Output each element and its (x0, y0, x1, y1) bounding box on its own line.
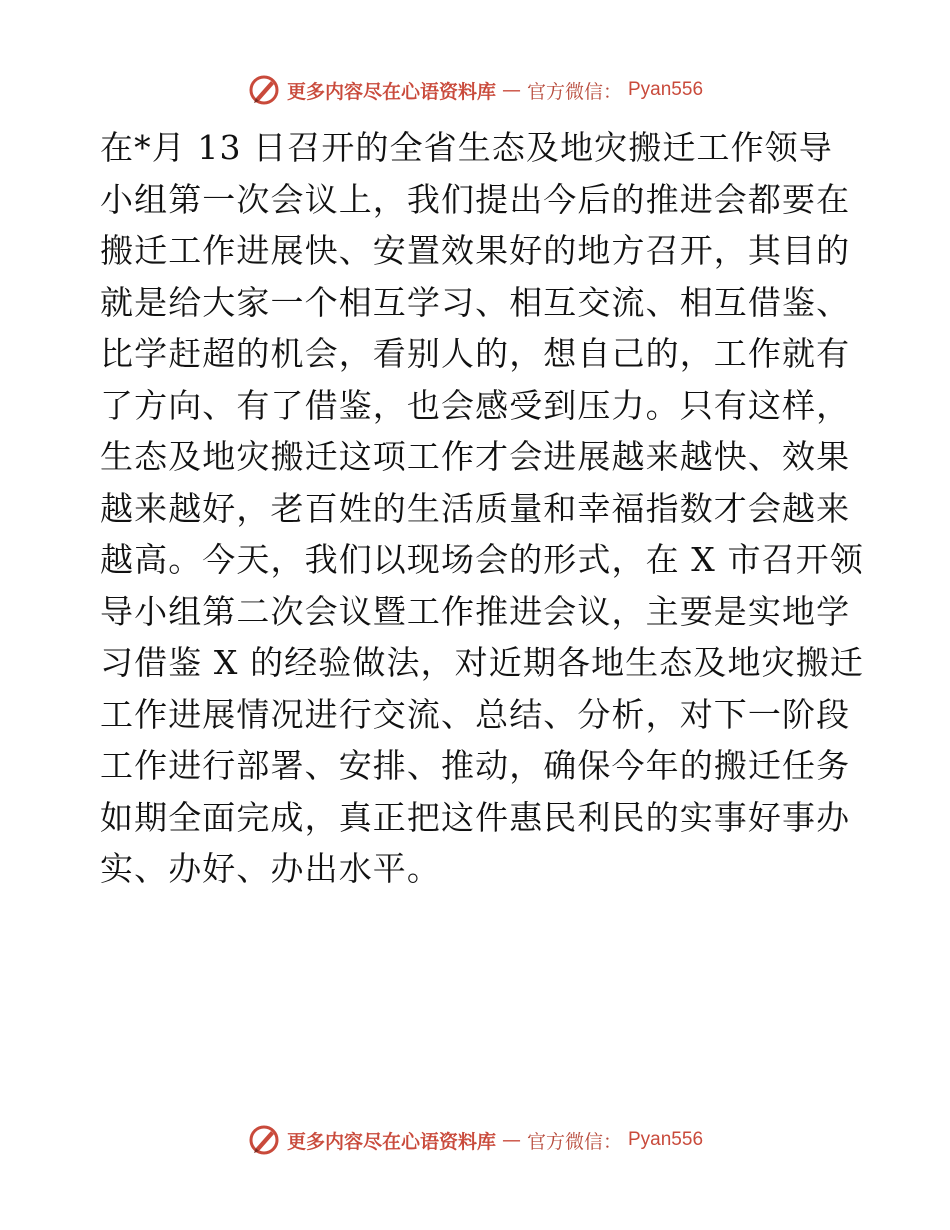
body-line: 如期全面完成，真正把这件惠民利民的实事好事办 (100, 797, 851, 837)
footer-official-label: 官方微信： (526, 1130, 622, 1153)
body-line: 就是给大家一个相互学习、相互交流、相互借鉴、 (100, 282, 851, 322)
body-line: 工作进行部署、安排、推动，确保今年的搬迁任务 (100, 746, 851, 785)
body-line: 比学赶超的机会，看别人的，想自己的，工作就有 (100, 334, 851, 373)
body-line: 了方向、有了借鉴，也会感受到压力。只有这样， (100, 385, 851, 425)
pen-logo-icon (247, 1123, 281, 1157)
body-line: 小组第一次会议上，我们提出今后的推进会都要在 (100, 179, 851, 219)
document-body (100, 122, 864, 895)
body-line: 越高。今天，我们以现场会的形式，在 X 市召开领 (100, 540, 864, 579)
header-wechat-id: Pyan556 (628, 79, 704, 100)
body-line: 导小组第二次会议暨工作推进会议，主要是实地学 (100, 591, 851, 631)
body-line: 越来越好，老百姓的生活质量和幸福指数才会越来 (100, 488, 851, 528)
footer-banner (0, 1122, 950, 1158)
pen-logo-icon (247, 73, 281, 107)
header-dash: — (501, 79, 521, 101)
footer-wechat-id: Pyan556 (628, 1129, 704, 1150)
header-official-label: 官方微信： (526, 80, 622, 103)
footer-dash: — (501, 1129, 521, 1151)
header-banner (0, 72, 950, 108)
body-line: 实、办好、办出水平。 (100, 849, 441, 888)
footer-brand-text: 更多内容尽在心语资料库 (286, 1130, 496, 1153)
body-line: 生态及地灾搬迁这项工作才会进展越来越快、效果 (100, 437, 851, 476)
body-line: 工作进展情况进行交流、总结、分析，对下一阶段 (100, 694, 851, 734)
body-line: 习借鉴 X 的经验做法，对近期各地生态及地灾搬迁 (100, 643, 864, 682)
header-brand-text: 更多内容尽在心语资料库 (286, 80, 496, 103)
body-line: 搬迁工作进展快、安置效果好的地方召开，其目的 (100, 231, 851, 270)
body-line: 在*月 13 日召开的全省生态及地灾搬迁工作领导 (100, 128, 833, 167)
